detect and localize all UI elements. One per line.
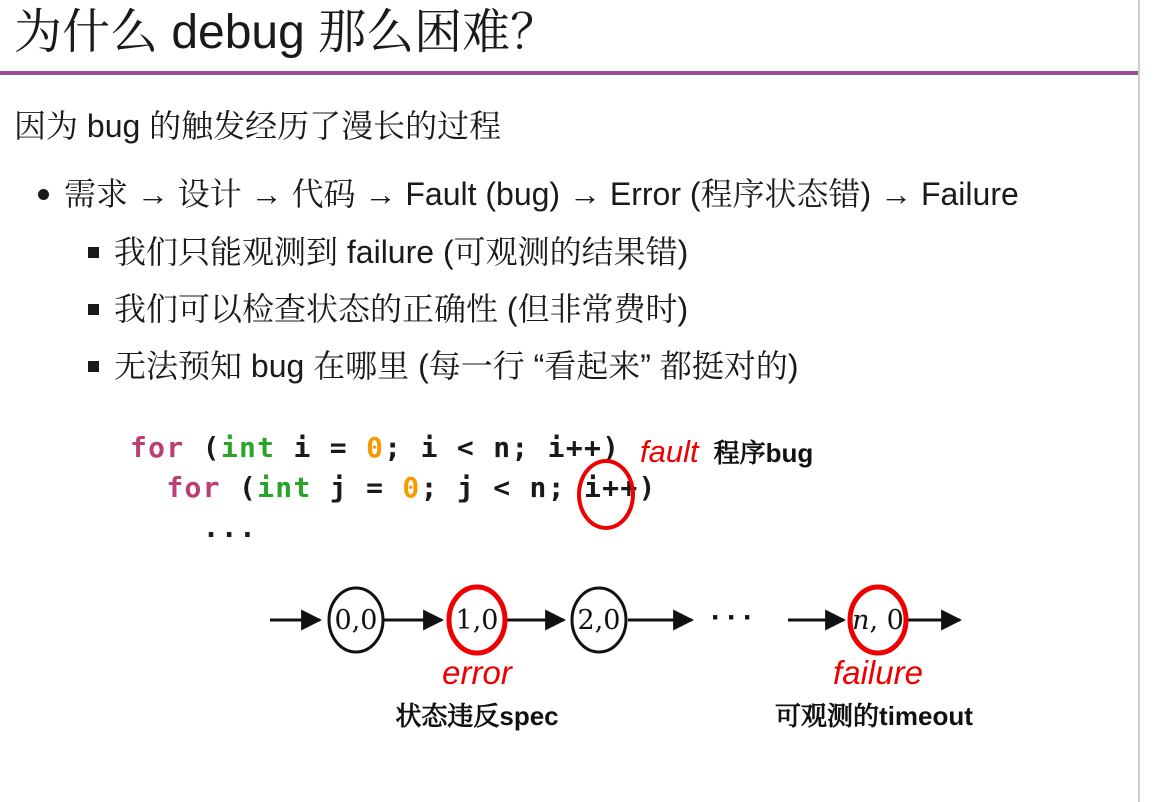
bullet-dot-icon <box>38 189 49 200</box>
state-node-label: 0,0 <box>334 605 378 636</box>
state-node-label: n, 0 <box>852 605 904 636</box>
state-node-label: 1,0 <box>455 605 499 636</box>
square-bullet-icon <box>88 361 99 372</box>
square-bullet-icon <box>88 304 99 315</box>
title-underline <box>0 71 1139 75</box>
sub-bullet-unknown-bug-location <box>88 346 798 386</box>
slide-title: 为什么 debug 那么困难？ <box>14 6 559 59</box>
ellipsis-dots: ··· <box>711 601 759 634</box>
fault-note-text: 程序bug <box>713 438 814 468</box>
fault-label: fault <box>640 434 699 469</box>
fault-annotation <box>640 433 813 470</box>
failure-note: 可观测的timeout <box>775 701 973 731</box>
bullet-text: 需求 → 设计 → 代码 → Fault (bug) → Error (程序状态错) → Failure <box>64 176 1019 212</box>
sub-bullet-text: 我们可以检查状态的正确性 (但非常费时) <box>114 291 689 327</box>
sub-bullet-text: 无法预知 bug 在哪里 (每一行 “看起来” 都挺对的) <box>114 348 799 384</box>
square-bullet-icon <box>88 247 99 258</box>
slide-right-border <box>1138 0 1140 802</box>
lead-text: 因为 bug 的触发经历了漫长的过程 <box>14 108 502 144</box>
sub-bullet-check-state <box>88 289 688 329</box>
error-note: 状态违反spec <box>395 701 559 731</box>
error-label: error <box>442 654 512 691</box>
bullet-item-process-chain <box>38 174 1019 214</box>
state-diagram <box>262 578 982 738</box>
sub-bullet-text: 我们只能观测到 failure (可观测的结果错) <box>114 234 689 270</box>
failure-label: failure <box>833 654 923 691</box>
state-node-label: 2,0 <box>577 605 621 636</box>
bug-circle-highlight <box>577 459 635 530</box>
code-block: for (int i = 0; i < n; i++) for (int j = 0; j < n; i++) ... <box>130 431 657 544</box>
sub-bullet-observe-failure <box>88 232 688 272</box>
